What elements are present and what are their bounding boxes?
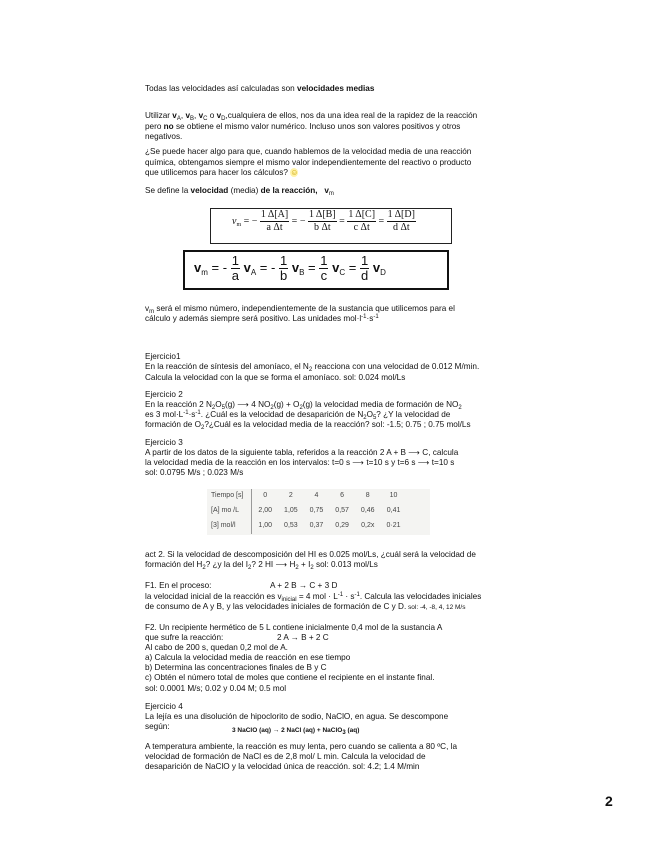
text: que utilicemos para hacer los cálculos? (145, 168, 288, 177)
text: O (215, 400, 222, 409)
exercise-2-line-1 (145, 400, 462, 411)
sub: inicial (281, 597, 297, 603)
text: (g) la velocidad media de formación de NO (302, 400, 459, 409)
table-cell: 0 (263, 492, 268, 500)
text: Utilizar (145, 111, 173, 120)
v-symbol: v (198, 111, 204, 120)
sub: 5 (221, 405, 225, 411)
equals: = (211, 259, 220, 275)
numerator: 1 (231, 253, 239, 268)
text: formación de O (145, 420, 201, 429)
text: + I (298, 560, 311, 569)
f2-line-3: Al cabo de 200 s, quedan 0,2 mol de A. (145, 643, 288, 652)
sub: 2 (308, 367, 313, 373)
table-cell: 1,00 (258, 522, 273, 530)
text: pero (145, 122, 164, 131)
text: que sufre la reacción: (145, 633, 224, 642)
minus: - (222, 259, 228, 275)
table-cell: 0,57 (335, 507, 349, 515)
table-cell: 2 (288, 492, 293, 500)
equals: = (259, 259, 268, 275)
fraction-1-d (360, 254, 369, 283)
text: es 3 mol·L (145, 410, 184, 419)
text: sol: 0.013 mol/Ls (313, 560, 378, 569)
v-symbol: v (243, 259, 251, 275)
v-symbol: v (194, 259, 202, 275)
sub: C (339, 267, 346, 277)
exercise-3-line-1: A partir de los datos de la siguiente tabla, referidos a la reacción 2 A + B ⟶ C, calcula (145, 448, 459, 457)
paragraph-2-line-3 (145, 168, 298, 179)
text: Se define la (145, 186, 191, 195)
fraction-d (387, 209, 416, 234)
text: (g) + O (273, 400, 300, 409)
sub: 2 (248, 565, 252, 571)
text: reacciona con una velocidad de 0.012 M/min. (312, 362, 480, 371)
numerator: 1 Δ[C] (348, 209, 376, 220)
table-row (207, 504, 407, 519)
activity-2-line-2 (145, 560, 378, 571)
exercise-3-title: Ejercicio 3 (145, 438, 183, 447)
fraction-1-a (231, 254, 240, 283)
v-symbol: v (216, 111, 222, 120)
text: ? ¿Y la velocidad de (376, 410, 451, 419)
equals: = (378, 215, 385, 227)
exercise-3-line-3: sol: 0.0795 M/s ; 0.023 M/s (145, 468, 244, 477)
sup: -1 (373, 314, 379, 320)
intro-text: Todas las velocidades así calculadas son (145, 84, 298, 93)
table-cell: 0·21 (386, 522, 401, 530)
text: · s (343, 592, 355, 601)
sup: -1 (337, 592, 344, 598)
sub: 3 (342, 730, 346, 736)
f2-line-4: a) Calcula la velocidad media de reacción en ese tiempo (145, 653, 351, 662)
exercise-4-line-4: velocidad de formación de NaCl es de 2,8 mol/ L min. Calcula la velocidad de (145, 752, 426, 761)
sub: A (176, 116, 181, 122)
table-cell: 0,75 (309, 507, 324, 515)
table-row (207, 519, 407, 534)
text: se obtiene el mismo valor numérico. Incluso unos son valores positivos y otros (173, 122, 461, 131)
definition-line (145, 186, 334, 197)
denominator: b (279, 268, 288, 283)
exercise-4-title: Ejercicio 4 (145, 702, 183, 711)
formula-derivative (232, 209, 416, 234)
sub: 2 (299, 405, 303, 411)
v-symbol: v (185, 111, 190, 120)
denominator: c Δt (353, 222, 370, 233)
minus: − (299, 215, 306, 227)
fraction-b (308, 209, 337, 234)
text: ? ¿y la del I (205, 560, 249, 569)
intro-bold: velocidades medias (297, 84, 375, 93)
table-cell: 10 (389, 492, 398, 500)
formula-velocities (194, 254, 386, 283)
sub: 2 (211, 405, 216, 411)
exercise-2-line-3 (145, 420, 471, 431)
exercise-2-line-2 (145, 410, 450, 421)
page-number: 2 (605, 793, 613, 809)
exercise-4-line-3: A temperatura ambiente, la reacción es muy lenta, pero cuando se calienta a 80 ºC, la (145, 742, 458, 751)
exercise-1-line-1 (145, 362, 479, 373)
numerator: 1 Δ[A] (260, 209, 289, 220)
paragraph-1-line-1: Utilizar $v_A$, $v_B$, $v_C$ o $v_D,cualquiera$ de ellos, nos da una idea real de la rapidez de la reacción (145, 111, 478, 122)
v-symbol: v (324, 186, 329, 195)
equals: = (348, 259, 357, 275)
sup: -1 (195, 410, 201, 416)
text: v (145, 304, 150, 313)
bold-text: velocidad (190, 186, 229, 195)
text: . Calcula las velocidades iniciales (359, 592, 482, 601)
equals: = (291, 215, 298, 227)
text: En la reacción 2 N (145, 400, 212, 409)
reaction-equation: 2 A → B + 2 C (277, 633, 329, 642)
denominator: d (360, 268, 369, 283)
f2-line-6: c) Obtén el número total de moles que contiene el recipiente en el instante final. (145, 673, 435, 682)
sub: B (190, 116, 195, 122)
fraction-1-c (319, 254, 328, 283)
f2-line-2 (145, 633, 329, 644)
data-table-image (207, 489, 430, 535)
equals: = (243, 215, 250, 227)
paragraph-1-line-2 (145, 122, 460, 133)
v-symbol: v (232, 215, 237, 227)
fraction-1-b (279, 254, 288, 283)
text: F1. En el proceso: (145, 581, 212, 590)
exercise-1-line-2: Calcula la velocidad con la que se forma el amoníaco. sol: 0.024 mol/Ls (145, 373, 406, 382)
text: o (207, 111, 217, 120)
denominator: b Δt (313, 222, 331, 233)
sub: 2 (458, 405, 462, 411)
smiley-icon: ☺ (290, 168, 299, 177)
sub: m (236, 221, 242, 228)
text: la velocidad inicial de la reacción es v (145, 592, 282, 601)
table-cell: 0,37 (309, 522, 324, 530)
v-symbol: v (172, 111, 177, 120)
text: (g) ⟶ 4 NO (224, 400, 271, 409)
text: (aq) (345, 727, 360, 734)
equals: = (339, 215, 345, 227)
table-cell: 0,2x (361, 522, 375, 530)
activity-2-line-1: act 2. Si la velocidad de descomposición del HI es 0.025 mol/Ls, ¿cuál será la velocidad de (145, 550, 476, 559)
numerator: 1 (320, 253, 328, 268)
sub: 2 (363, 415, 367, 421)
text: será el mismo número, independientemente de la sustancia que utilicemos para el (154, 304, 455, 313)
sup: -1 (354, 592, 360, 598)
sub: 2 (270, 405, 274, 411)
sub: m (201, 267, 208, 277)
text: ?¿Cuál es la velocidad media de la reacción? sol: -1.5; 0.75 ; 0.75 mol/Ls (204, 420, 471, 429)
table-cell: 0,53 (284, 522, 298, 530)
exercise-4-line-5: desaparición de NaClO y la velocidad única de reacción. sol: 4.2; 1.4 M/min (145, 762, 420, 771)
sup: -1 (361, 314, 367, 320)
exercise-4-equation (232, 726, 359, 737)
table-cell: 1,05 (284, 507, 298, 515)
table-row (207, 489, 407, 504)
table-cell: [A] mo /L (207, 504, 252, 519)
exercise-4-line-2: según: (145, 722, 170, 731)
text: . ¿Cuál es la velocidad de desaparición de N (200, 410, 364, 419)
equals: = (308, 259, 316, 275)
table-cell: 2,00 (258, 507, 273, 515)
numerator: 1 Δ[B] (308, 209, 336, 220)
sub: 2 (295, 565, 299, 571)
table-cell: 0,29 (335, 522, 349, 530)
sub: D (221, 116, 226, 122)
minus: - (271, 259, 276, 275)
reaction-equation: A + 2 B → C + 3 D (270, 581, 338, 590)
solution: sol: -4, -8, 4, 12 M/s (406, 604, 466, 611)
after-line-2 (145, 314, 379, 325)
text: = 4 mol · L (296, 592, 338, 601)
text: ·s (366, 314, 374, 323)
paragraph-2-line-2: química, obtengamos siempre el mismo valor independientemente del reactivo o producto (145, 158, 472, 167)
sub: 5 (372, 415, 377, 421)
text: 3 NaClO (aq) → 2 NaCl (aq) + NaClO (232, 727, 343, 734)
sub: 2 (310, 565, 314, 571)
denominator: a Δt (266, 222, 283, 233)
exercise-3-line-2: la velocidad media de la reacción en los intervalos: t=0 s ⟶ t=10 s y t=6 s ⟶ t=10 s (145, 458, 455, 467)
v-symbol: v (372, 259, 381, 275)
table-cell: 6 (340, 492, 345, 500)
text: ·s (188, 410, 196, 419)
after-line-1 (145, 304, 455, 315)
minus: − (251, 215, 258, 227)
v-symbol: v (291, 259, 300, 275)
table-cell: 0,46 (360, 507, 375, 515)
text: En la reacción de síntesis del amoníaco, el N (145, 362, 309, 371)
table-cell: Tiempo [s] (207, 489, 252, 504)
text: cálculo y además siempre será positivo. Las unidades mol·l (145, 314, 362, 323)
sub: m (149, 309, 155, 315)
numerator: 1 (279, 253, 288, 268)
table-cell: 4 (314, 492, 319, 500)
sup: -1 (183, 410, 189, 416)
data-table (207, 489, 407, 534)
f1-line-1 (145, 581, 338, 592)
exercise-2-title: Ejercicio 2 (145, 390, 183, 399)
text: ? 2 HI ⟶ H (251, 560, 296, 569)
fraction-c (347, 209, 376, 234)
f2-line-5: b) Determina las concentraciones finales de B y C (145, 663, 327, 672)
f1-line-2 (145, 592, 481, 603)
f1-line-3 (145, 602, 465, 614)
denominator: a (231, 268, 239, 283)
text: (media) (228, 186, 261, 195)
sub: D (380, 267, 386, 277)
v-symbol: v (332, 259, 340, 275)
bold-text: de la reacción, (260, 186, 318, 195)
f2-line-7: sol: 0.0001 M/s; 0.02 y 0.04 M; 0.5 mol (145, 684, 287, 693)
f2-line-1: F2. Un recipiente hermético de 5 L contiene inicialmente 0,4 mol de la sustancia A (145, 623, 443, 632)
numerator: 1 (360, 253, 369, 268)
text: de consumo de A y B, y las velocidades iniciales de formación de C y D. (145, 602, 407, 611)
text: formación del H (145, 560, 203, 569)
bold-text: no (163, 122, 174, 131)
numerator: 1 Δ[D] (387, 209, 415, 220)
denominator: c (320, 268, 328, 283)
exercise-4-line-1: La lejía es una disolución de hipoclorito de sodio, NaClO, en agua. Se descompone (145, 712, 449, 721)
text: O (366, 410, 373, 419)
table-cell: 0,41 (386, 507, 401, 515)
intro-line (145, 84, 374, 95)
sub: 2 (200, 425, 205, 431)
sub: A (250, 267, 257, 277)
sub: m (328, 191, 334, 197)
paragraph-2-line-1: ¿Se puede hacer algo para que, cuando hablemos de la velocidad media de una reacción (145, 147, 472, 156)
denominator: d Δt (392, 222, 410, 233)
exercise-1-title: Ejercicio1 (145, 352, 181, 361)
paragraph-1-line-3: negativos. (145, 132, 183, 141)
table-cell: [3] mol/l (207, 519, 252, 534)
text: ,cualquiera de ellos, nos da una idea real de la rapidez de la reacción (225, 111, 478, 120)
sub: B (299, 267, 305, 277)
fraction-a (260, 209, 289, 234)
sub: 2 (202, 565, 206, 571)
sub: C (203, 116, 208, 122)
table-cell: 8 (365, 492, 370, 500)
